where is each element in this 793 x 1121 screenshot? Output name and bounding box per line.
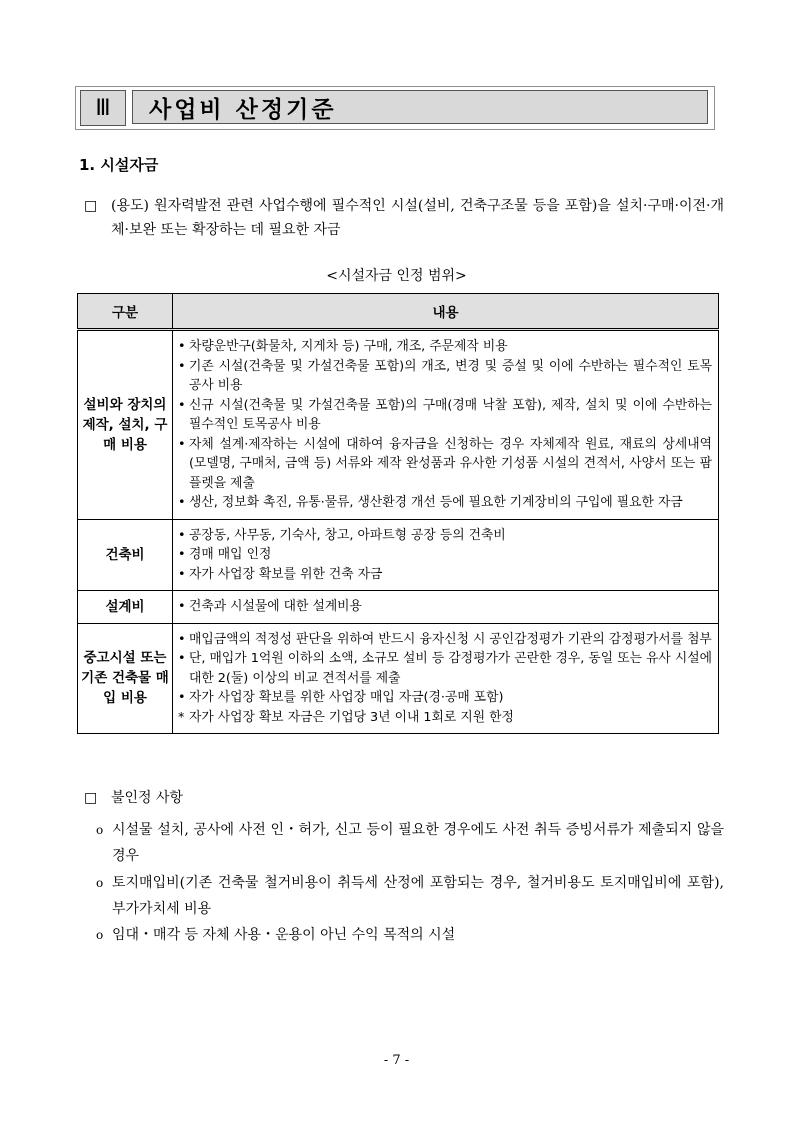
exclusions-title: 불인정 사항	[111, 790, 184, 806]
list-item: • 신규 시설(건축물 및 가설건축물 포함)의 구매(경매 낙찰 포함), 제작, 설치 및 이에 수반하는 필수적인 토목공사 비용	[177, 396, 712, 435]
purpose-paragraph	[84, 194, 724, 242]
row-category	[78, 623, 173, 734]
exclusion-item	[96, 922, 724, 948]
list-item: • 자체 설계·제작하는 시설에 대하여 융자금을 신청하는 경우 자체제작 원료, 재료의 상세내역(모델명, 구매처, 금액 등) 서류와 제작 완성품과 유사한 기성품 시설의 견적서, 사양서 또는 팜플렛을 제출	[177, 435, 712, 494]
list-item: • 단, 매입가 1억원 이하의 소액, 소규모 설비 등 감정평가가 곤란한 경우, 동일 또는 유사 시설에 대한 2(둘) 이상의 비교 견적서를 제출	[177, 649, 712, 688]
header-category: 구분	[78, 294, 173, 330]
chapter-title: 사업비 산정기준	[132, 90, 708, 124]
circle-bullet-icon: o	[96, 876, 104, 890]
category-label: 중고시설 또는 기존 건축물 매입 비용	[81, 650, 169, 707]
circle-bullet-icon: o	[96, 928, 104, 942]
exclusion-text: 토지매입비(기존 건축물 철거비용이 취득세 산정에 포함되는 경우, 철거비용도 토지매입비에 포함), 부가가치세 비용	[112, 875, 724, 917]
list-item: • 차량운반구(화물차, 지게차 등) 구매, 개조, 주문제작 비용	[177, 337, 712, 357]
exclusion-item	[96, 817, 724, 869]
table-row	[78, 519, 719, 591]
exclusion-text: 임대・매각 등 자체 사용・운용이 아닌 수익 목적의 시설	[112, 927, 456, 943]
list-item: • 경매 매입 인정	[177, 545, 712, 565]
chapter-number: Ⅲ	[80, 90, 126, 126]
category-label: 건축비	[105, 546, 145, 563]
table-row	[78, 623, 719, 734]
facility-fund-table	[77, 293, 719, 734]
note-item: * 자가 사업장 확보 자금은 기업당 3년 이내 1회로 지원 한정	[177, 708, 712, 728]
table-caption: <시설자금 인정 범위>	[326, 268, 467, 284]
row-content	[173, 330, 719, 520]
list-item: • 기존 시설(건축물 및 가설건축물 포함)의 개조, 변경 및 증설 및 이에 수반하는 필수적인 토목공사 비용	[177, 357, 712, 396]
exclusion-item	[96, 870, 724, 922]
table-row	[78, 591, 719, 624]
list-item: • 생산, 정보화 촉진, 유통·물류, 생산환경 개선 등에 필요한 기계장비의 구입에 필요한 자금	[177, 493, 712, 513]
circle-bullet-icon: o	[96, 823, 104, 837]
category-label: 설계비	[105, 598, 145, 615]
row-content	[173, 591, 719, 624]
row-category	[78, 330, 173, 520]
category-label: 설비와 장치의 제작, 설치, 구매 비용	[82, 396, 168, 453]
list-item: • 자가 사업장 확보를 위한 건축 자금	[177, 565, 712, 585]
table-header-row	[78, 294, 719, 330]
table-row	[78, 330, 719, 520]
purpose-text: (용도) 원자력발전 관련 사업수행에 필수적인 시설(설비, 건축구조물 등을 포함)을 설치·구매·이전·개체·보완 또는 확장하는 데 필요한 자금	[111, 198, 724, 238]
exclusions-heading	[84, 786, 724, 810]
list-item: • 공장동, 사무동, 기숙사, 창고, 아파트형 공장 등의 건축비	[177, 526, 712, 546]
checkbox-square-icon: □	[84, 790, 98, 806]
list-item: • 건축과 시설물에 대한 설계비용	[177, 597, 712, 617]
chapter-header	[75, 86, 715, 130]
checkbox-square-icon: □	[84, 198, 98, 214]
row-category	[78, 591, 173, 624]
section-title: 1. 시설자금	[79, 156, 159, 174]
row-category	[78, 519, 173, 591]
list-item: • 매입금액의 적정성 판단을 위하여 반드시 융자신청 시 공인감정평가 기관의 감정평가서를 첨부	[177, 630, 712, 650]
row-content	[173, 623, 719, 734]
row-content	[173, 519, 719, 591]
exclusion-text: 시설물 설치, 공사에 사전 인・허가, 신고 등이 필요한 경우에도 사전 취득 증빙서류가 제출되지 않을 경우	[112, 822, 724, 864]
header-content: 내용	[173, 294, 719, 330]
page-number: - 7 -	[383, 1053, 410, 1068]
list-item: • 자가 사업장 확보를 위한 사업장 매입 자금(경·공매 포함)	[177, 688, 712, 708]
